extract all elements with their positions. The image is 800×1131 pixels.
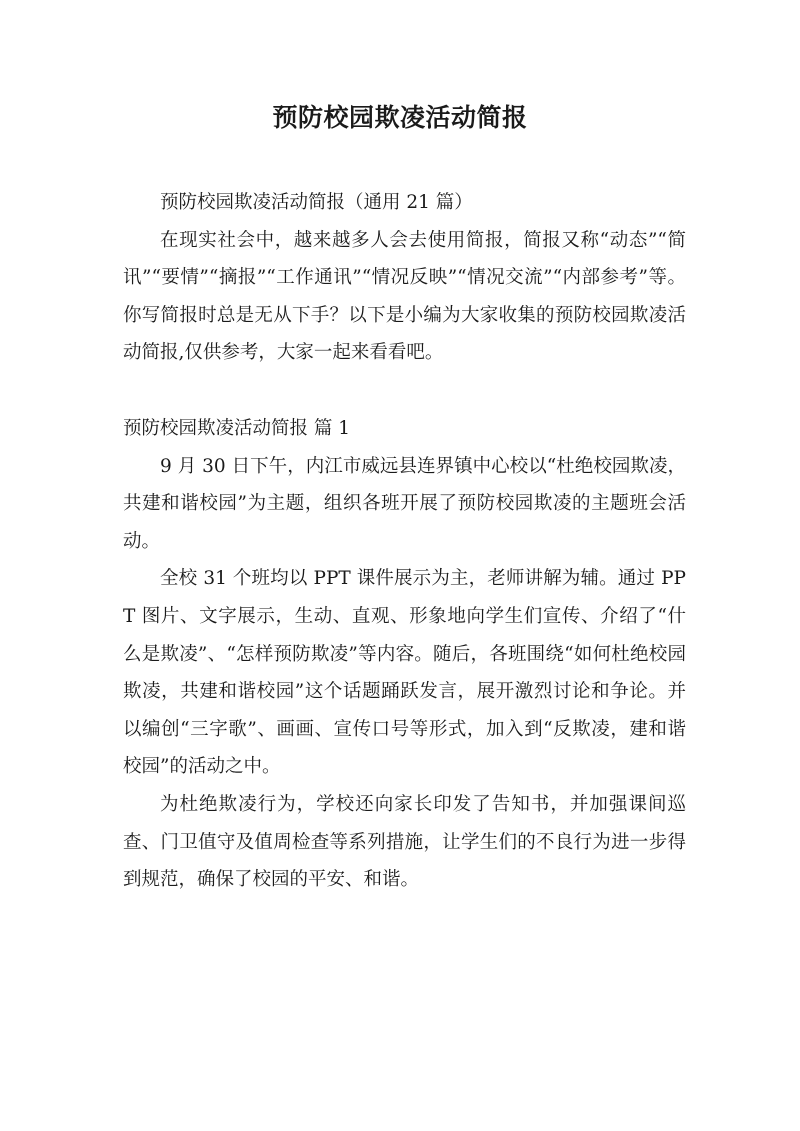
document-subtitle: 预防校园欺凌活动简报（通用 21 篇） (160, 192, 473, 213)
body-paragraph: 9 月 30 日下午，内江市威远县连界镇中心校以“杜绝校园欺凌，共建和谐校园”为主题，组织各班开展了预防校园欺凌的主题班会活动。 (123, 455, 686, 552)
intro-paragraph: 在现实社会中，越来越多人会去使用简报，简报又称“动态”“简讯”“要情”“摘报”“工作通讯”“情况反映”“情况交流”“内部参考”等。你写简报时总是无从下手？以下是小编为大家收集的预防校园欺凌活动简报,仅供参考，大家一起来看看吧。 (123, 229, 686, 364)
section-spacer (123, 372, 686, 410)
body-paragraph: 全校 31 个班均以 PPT 课件展示为主，老师讲解为辅。通过 PPT 图片、文字展示，生动、直观、形象地向学生们宣传、介绍了“什么是欺凌”、“怎样预防欺凌”等内容。随后，各班围绕“如何杜绝校园欺凌，共建和谐校园”这个话题踊跃发言，展开激烈讨论和争论。并以编创“三字歌”、画画、宣传口号等形式，加入到“反欺凌，建和谐校园”的活动之中。 (123, 568, 686, 778)
document-title: 预防校园欺凌活动简报 (272, 103, 528, 132)
body-paragraph: 为杜绝欺凌行为，学校还向家长印发了告知书，并加强课间巡查、门卫值守及值周检查等系列措施，让学生们的不良行为进一步得到规范，确保了校园的平安、和谐。 (123, 793, 686, 891)
document-body (123, 184, 686, 899)
section-heading: 预防校园欺凌活动简报 篇 1 (123, 417, 351, 439)
